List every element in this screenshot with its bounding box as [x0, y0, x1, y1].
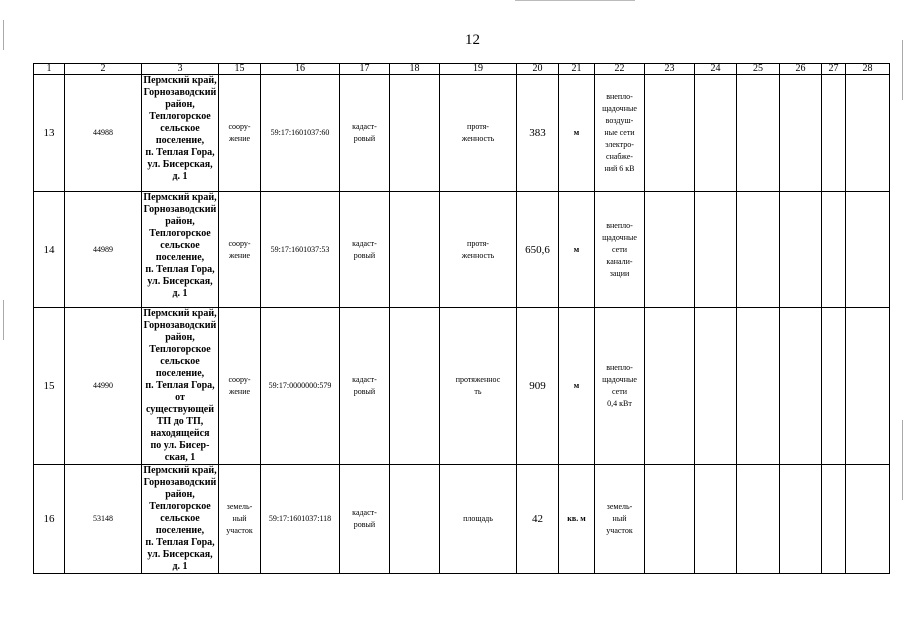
- cadastral-number: 59:17:1601037:60: [261, 75, 340, 192]
- purpose-cell: внепло- щадочные сети канали- зации: [595, 192, 645, 308]
- address-cell: Пермский край, Горнозаводский район, Теплогорское сельское поселение, п. Теплая Гора, от существующей ТП до ТП, находящейся по ул. Бисер- ская, 1: [143, 308, 217, 463]
- value-cell: 909: [517, 308, 559, 465]
- object-code: 44989: [65, 192, 142, 308]
- object-code: 44988: [65, 75, 142, 192]
- column-header: 23: [645, 64, 695, 75]
- column-header: 19: [440, 64, 517, 75]
- empty-cell: [737, 192, 780, 308]
- empty-cell: [737, 465, 780, 574]
- column-header: 16: [261, 64, 340, 75]
- purpose-cell: внепло- щадочные сети 0,4 кВт: [595, 308, 645, 465]
- address-cell: Пермский край, Горнозаводский район, Теплогорское сельское поселение, п. Теплая Гора, ул. Бисерская, д. 1: [142, 192, 219, 308]
- register-table: [33, 63, 890, 574]
- empty-cell: [645, 75, 695, 192]
- row-number: 13: [34, 75, 65, 192]
- right-margin-mark: [902, 40, 903, 100]
- empty-cell: [780, 75, 822, 192]
- empty-cell: [822, 308, 846, 465]
- empty-cell: [390, 465, 440, 574]
- unit-cell: кв. м: [559, 465, 595, 574]
- top-rule: [515, 0, 635, 1]
- column-header: 25: [737, 64, 780, 75]
- column-header: 28: [846, 64, 890, 75]
- column-header: 17: [340, 64, 390, 75]
- object-type: соору- жение: [219, 192, 261, 308]
- object-type: соору- жение: [219, 75, 261, 192]
- purpose-cell: внепло- щадочные воздуш- ные сети электро- снабже- ний 6 кВ: [595, 75, 645, 192]
- column-number-row: [34, 64, 890, 75]
- empty-cell: [780, 192, 822, 308]
- row-number: 14: [34, 192, 65, 308]
- object-type: соору- жение: [219, 308, 261, 465]
- object-type: земель- ный участок: [219, 465, 261, 574]
- column-header: 15: [219, 64, 261, 75]
- row-number: 16: [34, 465, 65, 574]
- unit-cell: м: [559, 308, 595, 465]
- column-header: 2: [65, 64, 142, 75]
- row-number: 15: [34, 308, 65, 465]
- empty-cell: [737, 308, 780, 465]
- empty-cell: [846, 75, 890, 192]
- empty-cell: [695, 308, 737, 465]
- empty-cell: [645, 192, 695, 308]
- empty-cell: [695, 192, 737, 308]
- empty-cell: [695, 75, 737, 192]
- table-row: [34, 465, 890, 574]
- value-cell: 42: [517, 465, 559, 574]
- number-kind: кадаст- ровый: [340, 465, 390, 574]
- empty-cell: [390, 75, 440, 192]
- column-header: 21: [559, 64, 595, 75]
- value-cell: 383: [517, 75, 559, 192]
- cadastral-number: 59:17:1601037:53: [261, 192, 340, 308]
- cadastral-number: 59:17:0000000:579: [261, 308, 340, 465]
- right-margin-mark: [902, 420, 903, 500]
- empty-cell: [780, 465, 822, 574]
- cadastral-number: 59:17:1601037:118: [261, 465, 340, 574]
- empty-cell: [822, 192, 846, 308]
- value-cell: 650,6: [517, 192, 559, 308]
- column-header: 26: [780, 64, 822, 75]
- column-header: 27: [822, 64, 846, 75]
- column-header: 1: [34, 64, 65, 75]
- column-header: 18: [390, 64, 440, 75]
- characteristic: протя- женность: [440, 192, 517, 308]
- empty-cell: [390, 192, 440, 308]
- unit-cell: м: [559, 75, 595, 192]
- column-header: 3: [142, 64, 219, 75]
- address-cell: Пермский край, Горнозаводский район, Теплогорское сельское поселение, п. Теплая Гора, ул. Бисерская, д. 1: [142, 75, 219, 192]
- column-header: 22: [595, 64, 645, 75]
- left-margin-mark: [3, 300, 4, 340]
- number-kind: кадаст- ровый: [340, 308, 390, 465]
- address-cell: Пермский край, Горнозаводский район, Теплогорское сельское поселение, п. Теплая Гора, ул. Бисерская, д. 1: [143, 465, 217, 572]
- number-kind: кадаст- ровый: [340, 75, 390, 192]
- empty-cell: [846, 192, 890, 308]
- page-number: 12: [465, 32, 480, 48]
- table-row: [34, 75, 890, 192]
- empty-cell: [737, 75, 780, 192]
- empty-cell: [846, 308, 890, 465]
- empty-cell: [846, 465, 890, 574]
- table-row: [34, 192, 890, 308]
- object-code: 44990: [65, 308, 142, 465]
- characteristic: протя- женность: [440, 75, 517, 192]
- purpose-cell: земель- ный участок: [595, 465, 645, 574]
- empty-cell: [780, 308, 822, 465]
- empty-cell: [645, 465, 695, 574]
- column-header: 24: [695, 64, 737, 75]
- empty-cell: [822, 75, 846, 192]
- characteristic: протяженнос ть: [440, 308, 517, 465]
- unit-cell: м: [559, 192, 595, 308]
- empty-cell: [822, 465, 846, 574]
- table-row: [34, 308, 890, 465]
- empty-cell: [695, 465, 737, 574]
- number-kind: кадаст- ровый: [340, 192, 390, 308]
- object-code: 53148: [65, 465, 142, 574]
- empty-cell: [645, 308, 695, 465]
- characteristic: площадь: [440, 465, 517, 574]
- column-header: 20: [517, 64, 559, 75]
- empty-cell: [390, 308, 440, 465]
